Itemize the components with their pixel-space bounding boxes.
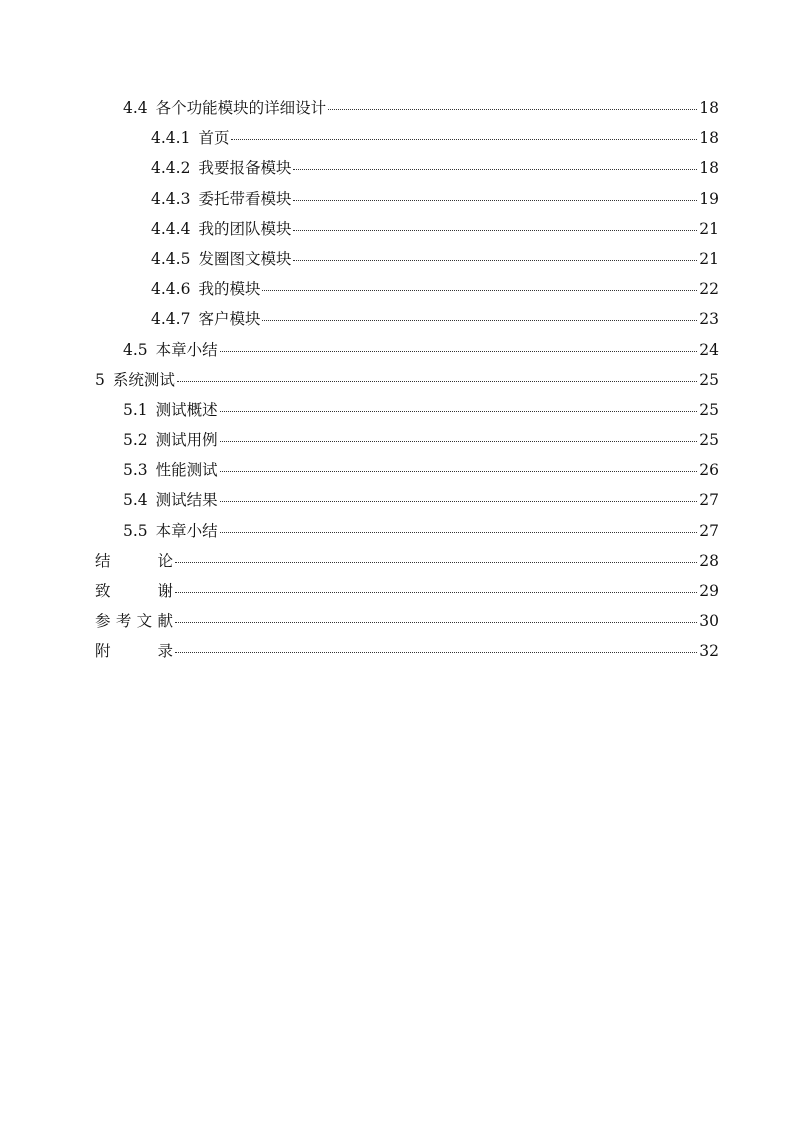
toc-leader-dots bbox=[220, 351, 698, 352]
toc-leader-dots bbox=[231, 139, 697, 140]
toc-entry-page: 25 bbox=[699, 431, 719, 450]
toc-entry-title: 首页 bbox=[198, 129, 230, 148]
toc-entry-page: 23 bbox=[699, 310, 719, 329]
toc-entry-references[interactable] bbox=[95, 606, 719, 636]
toc-entry-number: 4.4.6 bbox=[151, 280, 191, 299]
toc-entry-title: 本章小结 bbox=[155, 521, 218, 540]
toc-leader-dots bbox=[175, 652, 697, 653]
toc-leader-dots bbox=[220, 471, 698, 472]
toc-entry-page: 25 bbox=[699, 400, 719, 419]
toc-leader-dots bbox=[293, 200, 697, 201]
toc-entry-title: 本章小结 bbox=[155, 340, 218, 359]
toc-leader-dots bbox=[262, 320, 697, 321]
toc-entry-number: 4.4.4 bbox=[151, 219, 191, 238]
toc-entry-number: 4.4.7 bbox=[151, 310, 191, 329]
toc-entry-title: 性能测试 bbox=[155, 461, 218, 480]
toc-entry-conclusion[interactable] bbox=[95, 546, 719, 576]
toc-entry-title: 客户模块 bbox=[198, 310, 261, 329]
toc-entry-number: 5.2 bbox=[123, 431, 148, 450]
toc-leader-dots bbox=[262, 290, 697, 291]
toc-entry-number: 5.4 bbox=[123, 491, 148, 510]
toc-entry-number: 4.4.1 bbox=[151, 129, 191, 148]
toc-entry-page: 19 bbox=[699, 189, 719, 208]
toc-entry-title: 各个功能模块的详细设计 bbox=[155, 99, 327, 117]
toc-entry-5-1[interactable] bbox=[95, 395, 719, 425]
toc-entry-page: 24 bbox=[699, 340, 719, 359]
toc-leader-dots bbox=[177, 381, 697, 382]
toc-entry-title: 我要报备模块 bbox=[198, 159, 292, 178]
toc-entry-title: 致谢 bbox=[95, 582, 173, 600]
toc-entry-number: 4.4 bbox=[123, 99, 148, 117]
toc-leader-dots bbox=[175, 622, 697, 623]
toc-entry-page: 27 bbox=[699, 521, 719, 540]
toc-entry-page: 30 bbox=[699, 612, 719, 631]
toc-entry-page: 25 bbox=[699, 370, 719, 389]
toc-entry-4-4-6[interactable] bbox=[95, 274, 719, 304]
toc-entry-5-3[interactable] bbox=[95, 455, 719, 485]
toc-entry-4-4-4[interactable] bbox=[95, 214, 719, 244]
toc-entry-title: 我的模块 bbox=[198, 280, 261, 299]
toc-entry-title: 附录 bbox=[95, 642, 173, 661]
toc-leader-dots bbox=[175, 562, 697, 563]
toc-entry-page: 29 bbox=[699, 582, 719, 600]
toc-entry-4-4[interactable] bbox=[95, 93, 719, 123]
toc-entry-acknowledgements[interactable] bbox=[95, 576, 719, 606]
toc-entry-number: 5.3 bbox=[123, 461, 148, 480]
toc-entry-4-4-5[interactable] bbox=[95, 244, 719, 274]
toc-entry-page: 27 bbox=[699, 491, 719, 510]
toc-entry-title: 测试概述 bbox=[155, 400, 218, 419]
toc-entry-page: 28 bbox=[699, 551, 719, 570]
toc-entry-number: 5.5 bbox=[123, 521, 148, 540]
toc-entry-title: 委托带看模块 bbox=[198, 189, 292, 208]
toc-leader-dots bbox=[293, 230, 697, 231]
toc-entry-4-4-2[interactable] bbox=[95, 153, 719, 183]
toc-entry-number: 4.4.5 bbox=[151, 249, 191, 268]
toc-entry-number: 5 bbox=[95, 370, 105, 389]
toc-entry-page: 18 bbox=[699, 159, 719, 178]
toc-leader-dots bbox=[220, 441, 698, 442]
toc-entry-appendix[interactable] bbox=[95, 636, 719, 666]
toc-entry-5-4[interactable] bbox=[95, 485, 719, 515]
toc-entry-title: 测试用例 bbox=[155, 431, 218, 450]
toc-entry-page: 18 bbox=[699, 129, 719, 148]
toc-leader-dots bbox=[328, 109, 697, 110]
toc-entry-number: 4.4.3 bbox=[151, 189, 191, 208]
toc-entry-4-4-3[interactable] bbox=[95, 184, 719, 214]
toc-leader-dots bbox=[220, 411, 698, 412]
toc-entry-title: 我的团队模块 bbox=[198, 219, 292, 238]
toc-entry-title: 系统测试 bbox=[112, 370, 175, 389]
toc-entry-title: 参考文献 bbox=[95, 612, 173, 631]
toc-entry-title: 发圈图文模块 bbox=[198, 249, 292, 268]
toc-leader-dots bbox=[175, 592, 697, 593]
toc-entry-number: 4.5 bbox=[123, 340, 148, 359]
toc-entry-page: 18 bbox=[699, 99, 719, 117]
toc-entry-5[interactable] bbox=[95, 365, 719, 395]
toc-entry-number: 5.1 bbox=[123, 400, 148, 419]
toc-leader-dots bbox=[293, 169, 697, 170]
toc-leader-dots bbox=[220, 532, 698, 533]
toc-entry-page: 21 bbox=[699, 219, 719, 238]
toc-entry-page: 26 bbox=[699, 461, 719, 480]
toc-entry-4-4-1[interactable] bbox=[95, 123, 719, 153]
toc-entry-page: 32 bbox=[699, 642, 719, 661]
toc-entry-5-5[interactable] bbox=[95, 516, 719, 546]
toc-entry-page: 21 bbox=[699, 249, 719, 268]
toc-entry-title: 测试结果 bbox=[155, 491, 218, 510]
toc-leader-dots bbox=[293, 260, 697, 261]
toc-leader-dots bbox=[220, 501, 698, 502]
toc-entry-title: 结论 bbox=[95, 551, 173, 570]
toc-entry-number: 4.4.2 bbox=[151, 159, 191, 178]
toc-entry-4-4-7[interactable] bbox=[95, 304, 719, 334]
table-of-contents bbox=[95, 93, 719, 667]
toc-entry-5-2[interactable] bbox=[95, 425, 719, 455]
toc-entry-page: 22 bbox=[699, 280, 719, 299]
toc-entry-4-5[interactable] bbox=[95, 335, 719, 365]
